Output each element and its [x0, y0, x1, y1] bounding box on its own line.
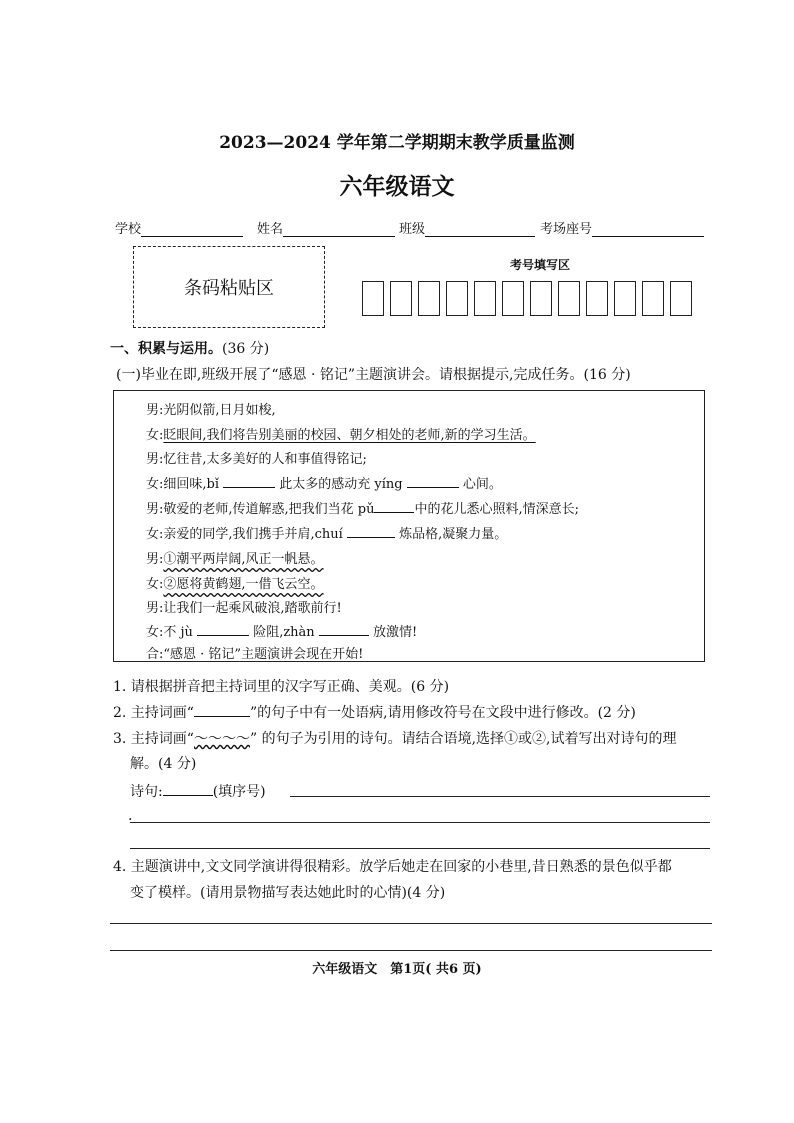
dialog-text: 女:亲爱的同学,我们携手并肩,chuí	[146, 527, 343, 542]
question-2-text: 2. 主持词画“	[113, 705, 194, 721]
exam-number-box[interactable]	[502, 281, 524, 316]
answer-line[interactable]	[130, 822, 710, 823]
question-1: 1. 请根据拼音把主持词里的汉字写正确、美观。(6 分)	[113, 679, 450, 695]
question-2	[113, 702, 636, 722]
exam-number-label: 考号填写区	[510, 258, 571, 272]
poem-answer-row	[130, 781, 266, 801]
answer-line[interactable]	[130, 848, 710, 849]
exam-number-box[interactable]	[474, 281, 496, 316]
poem-line-2: ②愿将黄鹤翅,一借飞云空。	[163, 577, 324, 592]
question-3-text: ” 的句子为引用的诗句。请结合语境,选择①或②,试着写出对诗句的理	[249, 731, 677, 747]
dialog-line	[146, 424, 536, 443]
answer-line[interactable]	[290, 796, 710, 797]
dialog-line	[146, 548, 324, 567]
dialog-text: 中的花儿悉心照料,情深意长;	[414, 502, 579, 517]
dialog-line	[146, 573, 324, 592]
class-field[interactable]	[399, 218, 535, 237]
dialog-line: 合:“感恩 · 铭记”主题演讲会现在开始!	[146, 647, 364, 662]
dialog-text: 险阻,zhàn	[253, 625, 315, 640]
poem-answer-label: 诗句:	[130, 784, 163, 800]
page-footer: 六年级语文 第1页( 共6 页)	[312, 962, 482, 977]
pinyin-blank[interactable]	[319, 623, 369, 636]
subject-title: 六年级语文	[339, 173, 455, 200]
task-intro: (一)毕业在即,班级开展了“感恩 · 铭记”主题演讲会。请根据提示,完成任务。(16 分)	[116, 367, 631, 383]
class-label: 班级	[399, 222, 426, 237]
dialog-text: 炼品格,凝聚力量。	[399, 527, 508, 542]
name-label: 姓名	[257, 222, 284, 237]
student-info-row	[115, 218, 715, 238]
pinyin-blank[interactable]	[374, 500, 414, 513]
answer-line[interactable]	[110, 950, 712, 951]
dialog-text: 心间。	[462, 477, 502, 492]
dialog-line	[146, 621, 417, 640]
exam-number-box[interactable]	[614, 281, 636, 316]
question-3	[113, 728, 676, 748]
speaker: 女:	[146, 428, 164, 443]
pinyin-blank[interactable]	[197, 623, 249, 636]
name-field[interactable]	[257, 218, 395, 237]
answer-line[interactable]	[110, 923, 712, 924]
exam-number-box[interactable]	[530, 281, 552, 316]
section-heading	[110, 338, 269, 358]
exam-number-box[interactable]	[446, 281, 468, 316]
exam-number-box[interactable]	[670, 281, 692, 316]
school-label: 学校	[115, 222, 142, 237]
question-2-text: ”的句子中有一处语病,请用修改符号在文段中进行修改。(2 分)	[249, 705, 636, 721]
pinyin-blank[interactable]	[347, 525, 395, 538]
seat-field[interactable]	[540, 218, 704, 237]
dot-mark: ·	[128, 812, 133, 828]
dialog-text: 男:敬爱的老师,传道解惑,把我们当花 pǔ	[146, 502, 375, 517]
exam-number-box[interactable]	[390, 281, 412, 316]
poem-number-hint: (填序号)	[212, 784, 266, 800]
dialog-line	[146, 473, 502, 492]
exam-number-box[interactable]	[642, 281, 664, 316]
dialog-text: 此太多的感动充 yíng	[279, 477, 403, 492]
section-points: (36 分)	[222, 341, 270, 357]
dialog-line: 男:忆往昔,太多美好的人和事值得铭记;	[146, 452, 367, 467]
dialog-text: 放激情!	[372, 625, 418, 640]
question-3-text: 3. 主持词画“	[113, 731, 194, 747]
dialog-line	[146, 523, 507, 542]
exam-number-box[interactable]	[362, 281, 384, 316]
question-4: 4. 主题演讲中,文文同学演讲得很精彩。放学后她走在回家的小巷里,昔日熟悉的景色似乎都	[113, 859, 672, 875]
speaker: 男:	[146, 552, 164, 567]
exam-number-box[interactable]	[418, 281, 440, 316]
dialog-line: 男:让我们一起乘风破浪,踏歌前行!	[146, 601, 342, 616]
underlined-sentence: 眨眼间,我们将告别美丽的校园、朝夕相处的老师,新的学习生活。	[163, 428, 536, 443]
exam-number-boxes	[362, 281, 692, 316]
exam-number-box[interactable]	[558, 281, 580, 316]
barcode-label: 条码粘贴区	[184, 278, 274, 299]
dialog-line: 男:光阴似箭,日月如梭,	[146, 403, 276, 418]
barcode-area	[133, 246, 325, 328]
underline-sample	[194, 704, 250, 717]
school-field[interactable]	[115, 218, 243, 237]
section-title: 一、积累与运用。	[110, 341, 222, 357]
dialog-box	[113, 390, 705, 662]
exam-number-box[interactable]	[586, 281, 608, 316]
pinyin-blank[interactable]	[223, 475, 275, 488]
poem-line-1: ①潮平两岸阔,风正一帆悬。	[163, 552, 324, 567]
question-4-cont: 变了模样。(请用景物描写表达她此时的心情)(4 分)	[130, 885, 446, 901]
speaker: 女:	[146, 577, 164, 592]
question-3-cont: 解。(4 分)	[130, 756, 197, 772]
poem-number-blank[interactable]	[163, 783, 213, 796]
exam-title: 2023—2024 学年第二学期期末教学质量监测	[219, 133, 575, 153]
wavy-sample: ～～～～	[193, 731, 250, 747]
pinyin-blank[interactable]	[407, 475, 459, 488]
dialog-text: 女:不 jù	[146, 625, 193, 640]
dialog-line	[146, 498, 579, 517]
dialog-text: 女:细回味,bǐ	[146, 477, 219, 492]
seat-label: 考场座号	[540, 222, 593, 237]
